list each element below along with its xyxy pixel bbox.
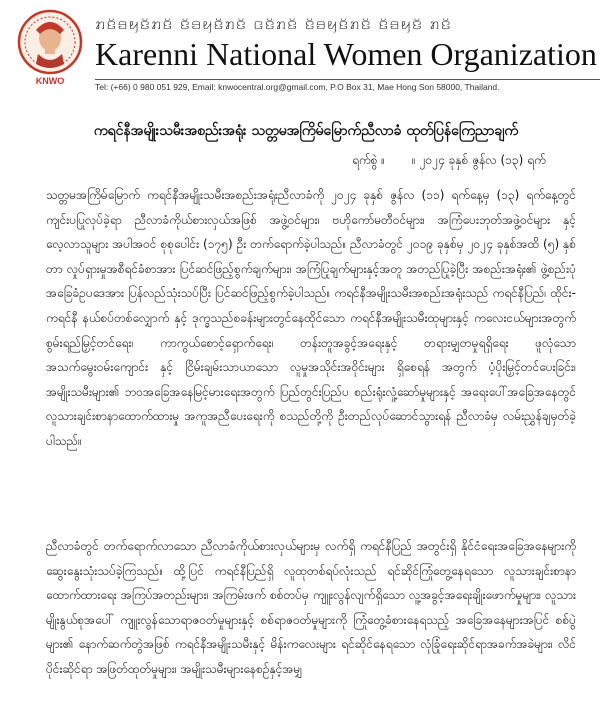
- contact-line: Tel: (+66) 0 980 051 929, Email: knwocentral.org@gmail.com, P.O Box 31, Mae Hong Son 58000, Thailand.: [95, 82, 500, 92]
- date-value: ။ ၂၀၂၄ ခုနှစ် ဇွန်လ (၁၃) ရက်: [412, 153, 546, 167]
- letterhead: [0, 0, 612, 96]
- paragraph-2: ညီလာခံတွင် တက်ရောက်လာသော ညီလာခံကိုယ်စားလှယ်များမှ လက်ရှိ ကရင်နီပြည် အတွင်းရှိ နိုင်ငံရေးအခြေအနေများကို ဆွေးနွေးသုံးသပ်ခဲ့ကြသည်။ ထို့ပြင် ကရင်နီပြည်ရှိ လူထုတစ်ရပ်လုံးသည် ရင်ဆိုင်ကြုံတွေ့နေရသော လူသားချင်းစာနာထောက်ထားရေး အကြပ်အတည်းများ၊ အကြမ်းဖက် စစ်တပ်မှ ကျူးလွန်လျက်ရှိသော လူ့အခွင့်အရေးချိုးဖောက်မှုများ၊ လူသားမျိုးနွယ်စုအပေါ် ကျူးလွန်သောရာဇဝတ်မှုများနှင့် စစ်ရာဇဝတ်မှုများကို ကြုံတွေ့ခံစားနေရသည့် အခြေအနေများအပြင် စစ်ပွဲများ၏ နောက်ဆက်တွဲအဖြစ် ကရင်နီအမျိုးသမီးနှင့် မိန်းကလေးများ ရင်ဆိုင်နေရသော လုံခြုံရေးဆိုင်ရာအခက်အခဲများ၊ လိင်ပိုင်းဆိုင်ရာ အဖြတ်ထုတ်မှုများ၊ အမျိုးသမီးများနေစဉ်နှင့်အမျှ: [46, 539, 576, 676]
- paragraph-1: သတ္တမအကြိမ်မြောက် ကရင်နီအမျိုးသမီးအစည်းအရုံးညီလာခံကို ၂၀၂၄ ခုနှစ် ဇွန်လ (၁၁) ရက်နေ့မှ (၁၃) ရက်နေ့တွင် ကျင်းပပြုလုပ်ခဲ့ရာ ညီလာခံကိုယ်စားလှယ်အဖြစ် အဖွဲ့ဝင်များ၊ ဗဟိုကော်မတီဝင်များ၊ အကြံပေးဘုတ်အဖွဲ့ဝင်များ နှင့် လေ့လာသူများ အပါအဝင် စုစုပေါင်း (၁၇၅) ဦး တက်ရောက်ခဲ့ပါသည်။ ညီလာခံတွင် ၂၀၁၉ ခုနှစ်မှ ၂၀၂၄ ခုနှစ်အထိ (၅) နှစ်တာ လှုပ်ရှားမှုအစီရင်ခံစာအား ပြင်ဆင်ဖြည့်စွက်ချက်များ၊ အကြံပြုချက်များနှင့်အတူ အတည်ပြုခဲ့ပြီး အစည်းအရုံး၏ ဖွဲ့စည်းပုံအခြေခံဥပဒေအား ပြန်လည်သုံးသပ်ပြီး ပြင်ဆင်ဖြည့်စွက်ခဲ့ပါသည်။ ကရင်နီအမျိုးသမီးအစည်းအရုံးသည် ကရင်နီပြည်၊ ထိုင်း-ကရင်နီ နယ်စပ်တစ်လျှောက် နှင့် ဒုက္ခသည်စခန်းများတွင်နေထိုင်သော ကရင်နီအမျိုးသမီးထုများနှင့် ကလေးငယ်များအတွက် စွမ်းရည်မြှင့်တင်ရေး၊ ကာကွယ်စောင့်ရှောက်ရေး၊ တန်းတူအခွင့်အရေးနှင့် တရားမျှတမှုရရှိရေး ဖူလုံသောအသက်မွေးဝမ်းကျောင်း နှင့် ငြိမ်းချမ်းသာယာသော လူမှုအသိုင်းအဝိုင်းများ ရှိစေရန် အတွက် ပံ့ပိုးမြှင့်တင်ပေးခြင်း၊ အမျိုးသမီးများ၏ ဘဝအခြေအနေမြင့်မားရေးအတွက် ပြည်တွင်းပြည်ပ စည်းရုံးလှုံ့ဆော်မှုများနှင့် အရေးပေါ်အခြေအနေတွင် လူသားချင်းစာနာထောက်ထားမှု အကူအညီပေးရေးကို စသည်တို့ကို ဦးတည်လုပ်ဆောင်သွားရန် ညီလာခံမှ လမ်းညွှန်ချမှတ်ခဲ့ပါသည်။: [46, 188, 576, 448]
- document-title: ကရင်နီအမျိုးသမီးအစည်းအရုံး သတ္တမအကြိမ်မြောက်ညီလာခံ ထုတ်ပြန်ကြေညာချက်: [93, 123, 519, 139]
- date-label: ရက်စွဲ ။: [352, 153, 385, 167]
- header-divider: [95, 79, 600, 80]
- org-name: Karenni National Women Organization: [95, 36, 597, 72]
- logo-label: KNWO: [35, 76, 65, 86]
- knwo-logo: [14, 8, 86, 88]
- org-name-native: ꤊꤢꤩꤋꤟꤢꤩꤊꤢꤩ ꤢꤩꤋꤟꤢꤩꤊꤢꤩ ꤍꤢꤩꤊꤢꤩ ꤢꤩꤋꤟꤢꤩꤊꤢꤩ ꤢꤩꤋꤟꤢꤩ ꤊꤢꤩ: [95, 14, 452, 34]
